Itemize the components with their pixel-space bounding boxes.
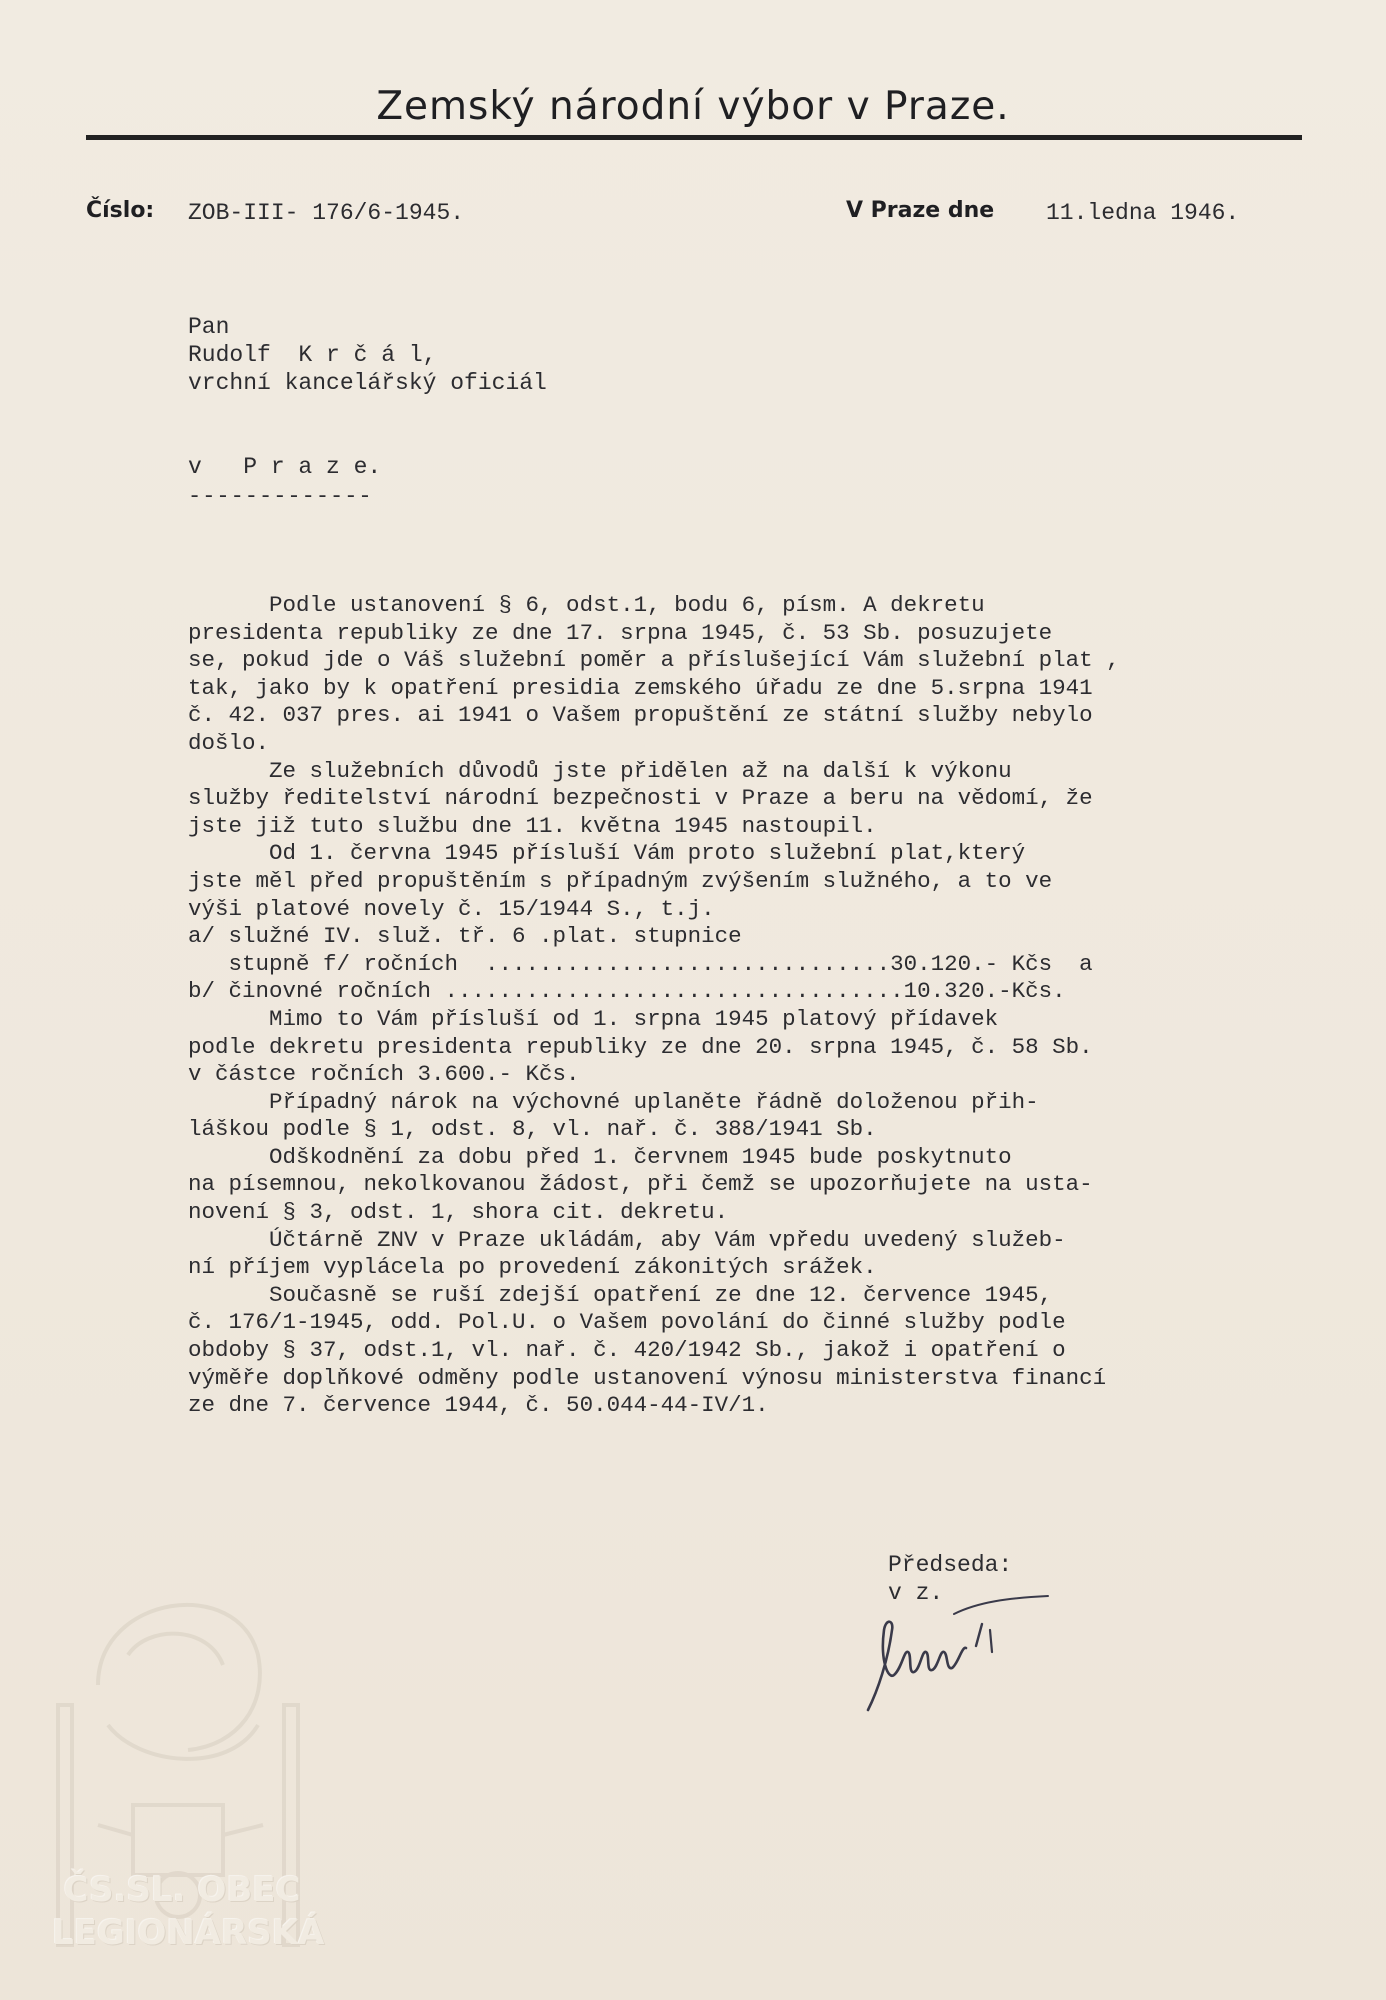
signature-proxy: v z. — [888, 1580, 944, 1606]
body-line: obdoby § 37, odst.1, vl. nař. č. 420/1942 Sb., jakož i opatření o — [188, 1337, 1066, 1364]
body-line: došlo. — [188, 729, 270, 756]
body-line: Podle ustanovení § 6, odst.1, bodu 6, písm. A dekretu — [188, 592, 985, 618]
body-line: novení § 3, odst. 1, shora cit. dekretu. — [188, 1199, 729, 1226]
body-line: podle dekretu presidenta republiky ze dne 20. srpna 1945, č. 58 Sb. — [188, 1033, 1093, 1060]
body-line: se, pokud jde o Váš služební poměr a příslušející Vám služební plat , — [188, 647, 1120, 674]
handwritten-signature — [858, 1590, 1058, 1720]
body-line: ní příjem vyplácela po provedení zákonitých srážek. — [188, 1254, 877, 1281]
body-line: jste již tuto službu dne 11. května 1945 nastoupil. — [188, 812, 877, 839]
signature-role: Předseda: — [888, 1552, 1013, 1578]
legion-stamp — [38, 1535, 325, 1980]
body-line: na písemnou, nekolkovanou žádost, při čemž se upozorňujete na usta- — [188, 1171, 1093, 1198]
body-line: ze dne 7. července 1944, č. 50.044-44-IV/1. — [188, 1392, 769, 1419]
reference-number-label: Číslo: — [86, 198, 155, 223]
body-line: Případný nárok na výchovné uplaněte řádně doloženou přih- — [188, 1088, 1039, 1115]
date-label: V Praze dne — [846, 198, 995, 223]
body-line: č. 176/1-1945, odd. Pol.U. o Vašem povolání do činné služby podle — [188, 1309, 1066, 1336]
body-line: Účtárně ZNV v Praze ukládám, aby Vám vpředu uvedený služeb- — [188, 1226, 1066, 1253]
body-line: Odškodnění za dobu před 1. červnem 1945 bude poskytnuto — [188, 1143, 1012, 1170]
body-line: výši platové novely č. 15/1944 S., t.j. — [188, 895, 715, 922]
body-line: Mimo to Vám přísluší od 1. srpna 1945 platový přídavek — [188, 1005, 999, 1032]
reference-number-value: ZOB-III- 176/6-1945. — [188, 200, 465, 226]
stamp-line-2: LEGIONÁRSKÁ — [52, 1913, 325, 1953]
body-line: jste měl před propuštěním s případným zvýšením služného, a to ve — [188, 867, 1053, 894]
body-line: láškou podle § 1, odst. 8, vl. nař. č. 388/1941 Sb. — [188, 1116, 877, 1143]
body-line: Současně se ruší zdejší opatření ze dne 12. července 1945, — [188, 1281, 1053, 1308]
addressee-city: v P r a z e. — [188, 454, 382, 480]
body-line: služby ředitelství národní bezpečnosti v Praze a beru na vědomí, že — [188, 785, 1093, 812]
body-line: tak, jako by k opatření presidia zemského úřadu ze dne 5.srpna 1941 — [188, 674, 1093, 701]
body-line: č. 42. 037 pres. ai 1941 o Vašem propuštění ze státní služby nebylo — [188, 702, 1093, 729]
body-line: stupně f/ ročních ..............................30.120.- Kčs a — [188, 950, 1093, 977]
letterhead-rule — [86, 135, 1302, 140]
body-line: a/ služné IV. služ. tř. 6 .plat. stupnice — [188, 923, 742, 950]
letter-body — [188, 592, 1368, 1420]
body-line: Od 1. června 1945 přísluší Vám proto služební plat,který — [188, 840, 1026, 867]
letterhead-title: Zemský národní výbor v Praze. — [376, 84, 1010, 129]
body-line: v částce ročních 3.600.- Kčs. — [188, 1061, 580, 1088]
addressee-salutation: Pan — [188, 314, 230, 340]
addressee-name: Rudolf K r č á l, — [188, 342, 437, 368]
body-line: výměře doplňkové odměny podle ustanovení výnosu ministerstva financí — [188, 1364, 1107, 1391]
stamp-line-1: ČS.SL. OBEC — [63, 1870, 301, 1910]
body-line: Ze služebních důvodů jste přidělen až na další k výkonu — [188, 757, 1012, 784]
body-line: b/ činovné ročních ..................................10.320.-Kčs. — [188, 978, 1066, 1005]
addressee-city-rule: ------------- — [188, 484, 373, 509]
addressee-title: vrchní kancelářský oficiál — [188, 370, 547, 396]
date-value: 11.ledna 1946. — [1046, 200, 1240, 226]
body-line: presidenta republiky ze dne 17. srpna 1945, č. 53 Sb. posuzujete — [188, 619, 1053, 646]
